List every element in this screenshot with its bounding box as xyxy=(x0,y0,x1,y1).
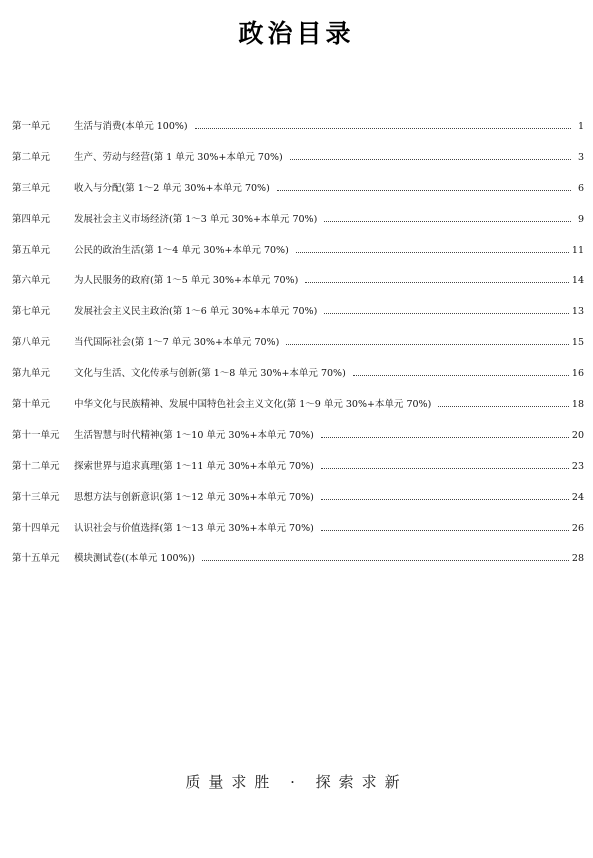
toc-title: 认识社会与价值选择(第 1～13 单元 30%+本单元 70%) xyxy=(74,522,314,534)
toc-row[interactable] xyxy=(12,458,584,489)
toc-unit: 第一单元 xyxy=(12,121,51,132)
toc-row[interactable] xyxy=(12,180,584,211)
toc-title: 模块测试卷((本单元 100%)) xyxy=(74,553,196,565)
toc-page: 26 xyxy=(571,522,584,534)
toc-unit: 第三单元 xyxy=(12,182,51,194)
toc-unit: 第七单元 xyxy=(12,306,51,318)
toc-row[interactable] xyxy=(12,520,584,551)
toc-row[interactable] xyxy=(12,427,584,458)
toc-page: 13 xyxy=(571,306,584,318)
toc-row[interactable] xyxy=(12,396,584,427)
toc-unit: 第十三单元 xyxy=(12,491,60,503)
toc-page: 11 xyxy=(571,244,584,256)
toc-row[interactable] xyxy=(12,365,584,396)
toc-title: 发展社会主义市场经济(第 1～3 单元 30%+本单元 70%) xyxy=(74,213,318,225)
toc-page: 24 xyxy=(571,491,584,503)
toc-page: 14 xyxy=(571,275,584,287)
toc-title: 为人民服务的政府(第 1～5 单元 30%+本单元 70%) xyxy=(74,275,299,287)
toc-page: 9 xyxy=(577,213,584,225)
dot-leader xyxy=(324,220,571,222)
toc-unit: 第十四单元 xyxy=(12,522,60,534)
toc-row[interactable] xyxy=(12,550,584,581)
dot-leader xyxy=(202,559,569,561)
toc-row[interactable] xyxy=(12,118,584,149)
toc-page: 16 xyxy=(571,368,584,380)
toc-row[interactable] xyxy=(12,149,584,180)
toc-title: 生产、劳动与经营(第 1 单元 30%+本单元 70%) xyxy=(74,151,283,163)
dot-leader xyxy=(277,189,571,191)
toc-title: 探索世界与追求真理(第 1～11 单元 30%+本单元 70%) xyxy=(74,460,314,472)
dot-leader xyxy=(321,467,569,469)
dot-leader xyxy=(290,158,571,160)
toc-unit: 第十单元 xyxy=(12,399,51,411)
toc-page: 28 xyxy=(571,553,584,565)
toc-row[interactable] xyxy=(12,334,584,365)
table-of-contents xyxy=(12,118,584,581)
toc-unit: 第六单元 xyxy=(12,275,51,287)
toc-title: 生活智慧与时代精神(第 1～10 单元 30%+本单元 70%) xyxy=(74,429,314,441)
toc-page: 23 xyxy=(571,460,584,472)
footer-slogan: 质量求胜 · 探索求新 xyxy=(185,773,408,791)
toc-unit: 第十一单元 xyxy=(12,429,60,441)
toc-unit: 第十五单元 xyxy=(12,553,60,565)
toc-title: 发展社会主义民主政治(第 1～6 单元 30%+本单元 70%) xyxy=(74,306,318,318)
toc-title: 中华文化与民族精神、发展中国特色社会主义文化(第 1～9 单元 30%+本单元 70%) xyxy=(74,399,432,411)
toc-unit: 第五单元 xyxy=(12,244,51,256)
toc-page: 18 xyxy=(571,399,584,411)
toc-title: 生活与消费(本单元 100%) xyxy=(74,121,188,132)
toc-page: 20 xyxy=(571,429,584,441)
toc-title: 公民的政治生活(第 1～4 单元 30%+本单元 70%) xyxy=(74,244,289,256)
dot-leader xyxy=(305,281,569,283)
toc-page: 15 xyxy=(571,337,584,349)
toc-page: 6 xyxy=(577,182,584,194)
toc-title: 当代国际社会(第 1～7 单元 30%+本单元 70%) xyxy=(74,337,280,349)
toc-title: 收入与分配(第 1～2 单元 30%+本单元 70%) xyxy=(74,182,270,194)
toc-unit: 第二单元 xyxy=(12,151,51,163)
dot-leader xyxy=(296,251,569,253)
toc-row[interactable] xyxy=(12,489,584,520)
toc-unit: 第九单元 xyxy=(12,368,51,380)
toc-page: 3 xyxy=(577,151,584,163)
dot-leader xyxy=(321,436,569,438)
page-title: 政治目录 xyxy=(238,19,355,48)
toc-page: 1 xyxy=(577,121,584,132)
toc-unit: 第四单元 xyxy=(12,213,51,225)
dot-leader xyxy=(324,312,569,314)
dot-leader xyxy=(286,343,569,345)
dot-leader xyxy=(353,374,569,376)
toc-unit: 第八单元 xyxy=(12,337,51,349)
toc-title: 思想方法与创新意识(第 1～12 单元 30%+本单元 70%) xyxy=(74,491,314,503)
dot-leader xyxy=(321,498,569,500)
dot-leader xyxy=(438,405,569,407)
toc-row[interactable] xyxy=(12,272,584,303)
dot-leader xyxy=(321,529,569,531)
toc-row[interactable] xyxy=(12,242,584,273)
toc-row[interactable] xyxy=(12,211,584,242)
toc-title: 文化与生活、文化传承与创新(第 1～8 单元 30%+本单元 70%) xyxy=(74,368,346,380)
dot-leader xyxy=(195,127,571,129)
toc-unit: 第十二单元 xyxy=(12,460,60,472)
toc-row[interactable] xyxy=(12,303,584,334)
